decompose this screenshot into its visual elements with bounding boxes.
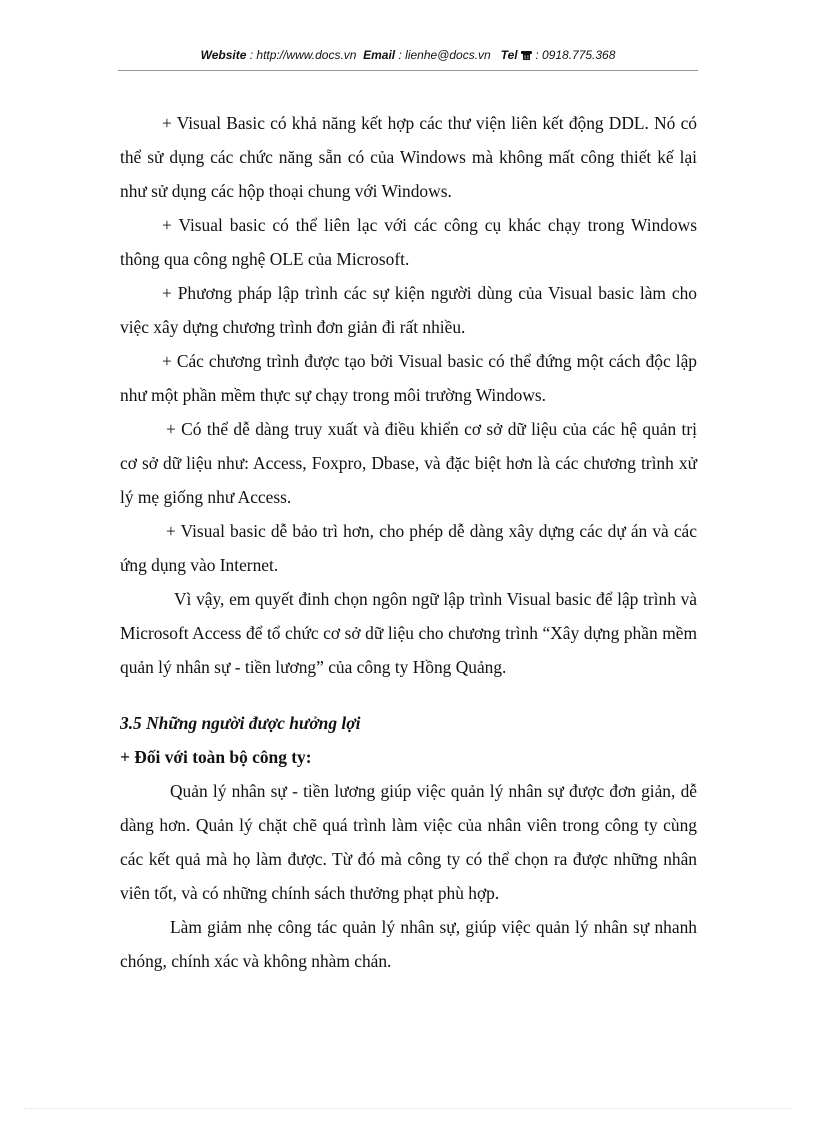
tel-label: Tel xyxy=(500,48,518,62)
document-body xyxy=(120,106,697,978)
footer-divider xyxy=(24,1108,792,1109)
tel-number: : 0918.775.368 xyxy=(535,48,616,62)
header-divider xyxy=(118,70,698,71)
email-address: : lienhe@docs.vn xyxy=(398,48,491,62)
paragraph-benefits: Quản lý nhân sự - tiền lương giúp việc quản lý nhân sự được đơn giản, dễ dàng hơn. Quản lý chặt chẽ quá trình làm việc của nhân viên trong công ty cùng các kết quả mà họ làm được. Từ đó mà công ty có thể chọn ra được những nhân viên tốt, và có những chính sách thưởng phạt phù hợp. xyxy=(120,781,697,903)
paragraph-workload: Làm giảm nhẹ công tác quản lý nhân sự, giúp việc quản lý nhân sự nhanh chóng, chính xác và không nhàm chán. xyxy=(120,917,697,971)
paragraph-vb-standalone: + Các chương trình được tạo bởi Visual basic có thể đứng một cách độc lập như một phần mềm thực sự chạy trong môi trường Windows. xyxy=(120,351,697,405)
section-title: 3.5 Những người được hưởng lợi xyxy=(120,713,361,733)
paragraph-vb-ole: + Visual basic có thể liên lạc với các công cụ khác chạy trong Windows thông qua công nghệ OLE của Microsoft. xyxy=(120,215,697,269)
paragraph-conclusion: Vì vậy, em quyết đinh chọn ngôn ngữ lập trình Visual basic để lập trình và Microsoft Access để tổ chức cơ sở dữ liệu cho chương trình “Xây dựng phần mềm quản lý nhân sự - tiền lương” của công ty Hồng Quảng. xyxy=(120,589,697,677)
website-url: : http://www.docs.vn xyxy=(249,48,357,62)
page-header xyxy=(120,48,696,62)
paragraph-vb-ddl: + Visual Basic có khả năng kết hợp các thư viện liên kết động DDL. Nó có thể sử dụng các chức năng sẵn có của Windows mà không mất công thiết kế lại như sử dụng các hộp thoại chung với Windows. xyxy=(120,113,697,201)
paragraph-vb-maintenance: + Visual basic dễ bảo trì hơn, cho phép dễ dàng xây dựng các dự án và các ứng dụng vào Internet. xyxy=(120,521,697,575)
paragraph-vb-database: + Có thể dễ dàng truy xuất và điều khiển cơ sở dữ liệu của các hệ quản trị cơ sở dữ liệu như: Access, Foxpro, Dbase, và đặc biệt hơn là các chương trình xử lý mẹ giống như Access. xyxy=(120,419,697,507)
section-subheading: + Đối với toàn bộ công ty: xyxy=(120,747,312,767)
paragraph-vb-events: + Phương pháp lập trình các sự kiện người dùng của Visual basic làm cho việc xây dựng chương trình đơn giản đi rất nhiều. xyxy=(120,283,697,337)
website-label: Website xyxy=(200,48,247,62)
telephone-icon xyxy=(521,51,532,60)
email-label: Email xyxy=(363,48,396,62)
